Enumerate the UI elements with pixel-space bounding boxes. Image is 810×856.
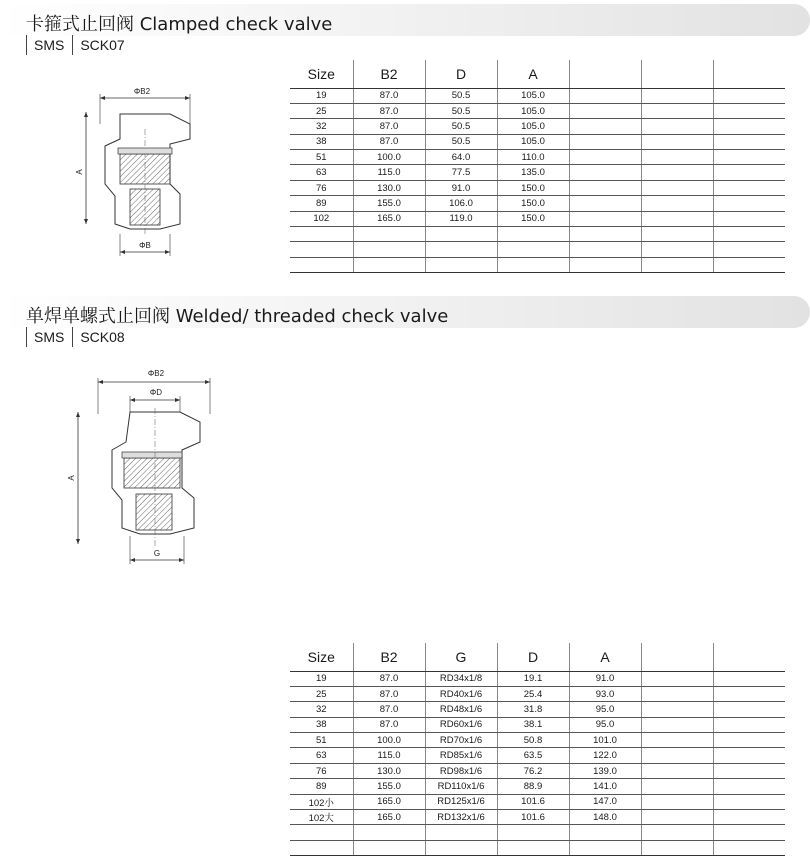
table-cell [497, 840, 569, 855]
table-cell [641, 840, 713, 855]
table-row [290, 810, 785, 825]
table-cell: RD40x1/6 [425, 686, 497, 701]
table-cell: 87.0 [353, 134, 425, 149]
model-label: SCK08 [80, 329, 125, 345]
table-cell: RD125x1/6 [425, 794, 497, 809]
table-cell [569, 150, 641, 165]
table-cell: 101.6 [497, 810, 569, 825]
table-row [290, 134, 785, 149]
table-cell [713, 794, 785, 809]
table-cell: 63 [290, 165, 353, 180]
model-line [26, 34, 133, 56]
table-cell [713, 717, 785, 732]
table-cell [713, 211, 785, 226]
table-cell [713, 150, 785, 165]
table-cell: 77.5 [425, 165, 497, 180]
dim-a-label: A [75, 169, 84, 175]
table-cell [713, 810, 785, 825]
table-cell: 100.0 [353, 150, 425, 165]
table-cell: RD98x1/6 [425, 763, 497, 778]
table-cell [290, 840, 353, 855]
table-cell [641, 242, 713, 257]
table-cell: 147.0 [569, 794, 641, 809]
table-cell: 88.9 [497, 779, 569, 794]
table-cell [569, 840, 641, 855]
table-cell: 51 [290, 733, 353, 748]
table-cell: 63 [290, 748, 353, 763]
table-cell: 148.0 [569, 810, 641, 825]
table-cell [569, 88, 641, 103]
table-cell [713, 119, 785, 134]
dim-b2-label: ΦB2 [133, 87, 151, 96]
table-cell: 76 [290, 180, 353, 195]
table-cell: 51 [290, 150, 353, 165]
table-row [290, 717, 785, 732]
table-cell: 87.0 [353, 103, 425, 118]
table-row [290, 794, 785, 809]
table-cell: 102 [290, 211, 353, 226]
column-header [641, 643, 713, 671]
table-cell: 130.0 [353, 763, 425, 778]
table-cell [497, 242, 569, 257]
dim-b-label: ΦB [139, 241, 151, 250]
table-cell: RD110x1/6 [425, 779, 497, 794]
table-cell: 91.0 [425, 180, 497, 195]
table-cell: 50.5 [425, 88, 497, 103]
table-cell [641, 119, 713, 134]
table-cell [641, 825, 713, 840]
table-cell [641, 810, 713, 825]
model-label: SCK07 [80, 37, 125, 53]
table-cell [569, 242, 641, 257]
table-cell: 139.0 [569, 763, 641, 778]
table-cell: 50.5 [425, 134, 497, 149]
table-cell [353, 227, 425, 242]
table-cell: 150.0 [497, 196, 569, 211]
table-cell: 165.0 [353, 211, 425, 226]
column-header: D [425, 60, 497, 88]
table-cell: 105.0 [497, 103, 569, 118]
column-header [641, 60, 713, 88]
table-cell [713, 196, 785, 211]
table-cell [641, 180, 713, 195]
table-cell: 32 [290, 119, 353, 134]
table-cell: 89 [290, 779, 353, 794]
table-cell [641, 794, 713, 809]
section-title: 单焊单螺式止回阀 Welded/ threaded check valve [26, 306, 449, 327]
table-cell [425, 257, 497, 272]
table-cell [713, 779, 785, 794]
table-cell [713, 702, 785, 717]
table-cell: 19.1 [497, 671, 569, 686]
table-cell: 122.0 [569, 748, 641, 763]
table-cell [569, 211, 641, 226]
table-cell: 76 [290, 763, 353, 778]
table-row [290, 211, 785, 226]
table-cell [290, 257, 353, 272]
table-cell: 155.0 [353, 779, 425, 794]
table-cell: 115.0 [353, 748, 425, 763]
dim-a-label: A [67, 475, 76, 481]
table-cell: 87.0 [353, 88, 425, 103]
table-row [290, 779, 785, 794]
table-cell [290, 825, 353, 840]
table-cell: RD70x1/6 [425, 733, 497, 748]
table-cell: 19 [290, 671, 353, 686]
table-row [290, 733, 785, 748]
table-cell [641, 702, 713, 717]
table-cell: 38 [290, 134, 353, 149]
table-cell [713, 180, 785, 195]
table-cell: 95.0 [569, 717, 641, 732]
table-cell [497, 825, 569, 840]
table-row [290, 150, 785, 165]
table-cell: 38 [290, 717, 353, 732]
dim-d-label: ΦD [149, 388, 163, 397]
table-cell: 50.5 [425, 103, 497, 118]
table-cell: 106.0 [425, 196, 497, 211]
table-cell [641, 671, 713, 686]
model-line [26, 326, 133, 348]
table-row [290, 748, 785, 763]
table-row [290, 825, 785, 840]
table-cell: 102小 [290, 794, 353, 809]
table-cell: 165.0 [353, 794, 425, 809]
section-title-bar [0, 4, 810, 36]
column-header: B2 [353, 643, 425, 671]
column-header [569, 60, 641, 88]
table-cell: 119.0 [425, 211, 497, 226]
table-cell: 135.0 [497, 165, 569, 180]
table-cell: 50.8 [497, 733, 569, 748]
table-cell [713, 825, 785, 840]
table-cell: RD48x1/6 [425, 702, 497, 717]
table-cell [569, 196, 641, 211]
table-cell [641, 211, 713, 226]
spec-table [290, 643, 785, 856]
table-row [290, 686, 785, 701]
table-cell [713, 242, 785, 257]
table-cell: 89 [290, 196, 353, 211]
column-header: A [569, 643, 641, 671]
table-cell [569, 134, 641, 149]
table-cell: 93.0 [569, 686, 641, 701]
table-cell: RD60x1/6 [425, 717, 497, 732]
table-cell: RD132x1/6 [425, 810, 497, 825]
section-welded-check-valve [0, 292, 810, 825]
table-cell [353, 242, 425, 257]
table-cell: 87.0 [353, 686, 425, 701]
table-cell [713, 227, 785, 242]
spec-table [290, 60, 785, 273]
table-cell: 87.0 [353, 119, 425, 134]
table-cell [641, 763, 713, 778]
table-cell: 31.8 [497, 702, 569, 717]
table-row [290, 88, 785, 103]
table-row [290, 196, 785, 211]
section-clamped-check-valve [0, 0, 810, 290]
table-cell [713, 733, 785, 748]
table-cell [641, 103, 713, 118]
table-row [290, 257, 785, 272]
column-header: G [425, 643, 497, 671]
table-cell: 87.0 [353, 717, 425, 732]
column-header: D [497, 643, 569, 671]
table-cell [641, 779, 713, 794]
table-cell: 105.0 [497, 119, 569, 134]
table-cell [713, 671, 785, 686]
table-cell [713, 88, 785, 103]
table-cell: 101.0 [569, 733, 641, 748]
table-row [290, 242, 785, 257]
dim-b2-label: ΦB2 [147, 369, 165, 378]
table-cell: 150.0 [497, 211, 569, 226]
table-row [290, 702, 785, 717]
column-header: Size [290, 643, 353, 671]
table-row [290, 840, 785, 855]
table-row [290, 671, 785, 686]
table-cell [641, 196, 713, 211]
standard-label: SMS [34, 329, 65, 345]
table-cell [353, 825, 425, 840]
table-cell [353, 840, 425, 855]
table-cell [641, 227, 713, 242]
section-title-bar [0, 296, 810, 328]
table-cell [641, 150, 713, 165]
table-cell: 38.1 [497, 717, 569, 732]
table-cell: 105.0 [497, 134, 569, 149]
table-cell: 141.0 [569, 779, 641, 794]
table-cell [641, 748, 713, 763]
dim-g-label: G [153, 549, 161, 558]
table-cell [425, 242, 497, 257]
table-cell: 25.4 [497, 686, 569, 701]
table-cell [713, 763, 785, 778]
table-cell [641, 257, 713, 272]
table-cell [569, 257, 641, 272]
table-cell: 19 [290, 88, 353, 103]
standard-label: SMS [34, 37, 65, 53]
column-header: B2 [353, 60, 425, 88]
table-cell: 95.0 [569, 702, 641, 717]
table-cell [353, 257, 425, 272]
table-cell: 130.0 [353, 180, 425, 195]
clamped-valve-drawing [60, 84, 230, 264]
table-cell [425, 840, 497, 855]
table-row [290, 227, 785, 242]
table-cell: 155.0 [353, 196, 425, 211]
table-cell: 165.0 [353, 810, 425, 825]
table-cell: 115.0 [353, 165, 425, 180]
table-cell [569, 165, 641, 180]
table-cell [641, 165, 713, 180]
table-cell: 105.0 [497, 88, 569, 103]
table-cell [641, 134, 713, 149]
table-cell: 32 [290, 702, 353, 717]
table-cell: 25 [290, 686, 353, 701]
table-cell [641, 686, 713, 701]
table-cell [713, 686, 785, 701]
table-row [290, 763, 785, 778]
table-row [290, 103, 785, 118]
table-cell [569, 825, 641, 840]
table-cell [713, 165, 785, 180]
table-cell [425, 227, 497, 242]
table-cell [713, 257, 785, 272]
column-header [713, 643, 785, 671]
table-cell: RD34x1/8 [425, 671, 497, 686]
table-cell [713, 748, 785, 763]
table-cell [290, 242, 353, 257]
table-cell [641, 733, 713, 748]
table-cell: 50.5 [425, 119, 497, 134]
table-cell: 64.0 [425, 150, 497, 165]
table-cell [569, 119, 641, 134]
table-cell [569, 103, 641, 118]
table-cell: 63.5 [497, 748, 569, 763]
table-cell: 100.0 [353, 733, 425, 748]
table-cell: 91.0 [569, 671, 641, 686]
table-cell [497, 227, 569, 242]
table-cell [290, 227, 353, 242]
table-cell [569, 180, 641, 195]
table-cell: 150.0 [497, 180, 569, 195]
table-cell [713, 103, 785, 118]
table-cell [425, 825, 497, 840]
column-header [713, 60, 785, 88]
table-cell: 76.2 [497, 763, 569, 778]
table-cell: RD85x1/6 [425, 748, 497, 763]
table-cell: 25 [290, 103, 353, 118]
welded-valve-drawing [60, 364, 240, 574]
table-cell: 102大 [290, 810, 353, 825]
column-header: A [497, 60, 569, 88]
table-cell [497, 257, 569, 272]
column-header: Size [290, 60, 353, 88]
table-cell: 87.0 [353, 671, 425, 686]
table-cell: 101.6 [497, 794, 569, 809]
table-cell [641, 88, 713, 103]
table-cell [713, 840, 785, 855]
table-cell: 110.0 [497, 150, 569, 165]
table-cell: 87.0 [353, 702, 425, 717]
table-row [290, 119, 785, 134]
table-row [290, 180, 785, 195]
table-cell [569, 227, 641, 242]
table-cell [713, 134, 785, 149]
section-title: 卡箍式止回阀 Clamped check valve [26, 14, 333, 35]
table-row [290, 165, 785, 180]
table-cell [641, 717, 713, 732]
